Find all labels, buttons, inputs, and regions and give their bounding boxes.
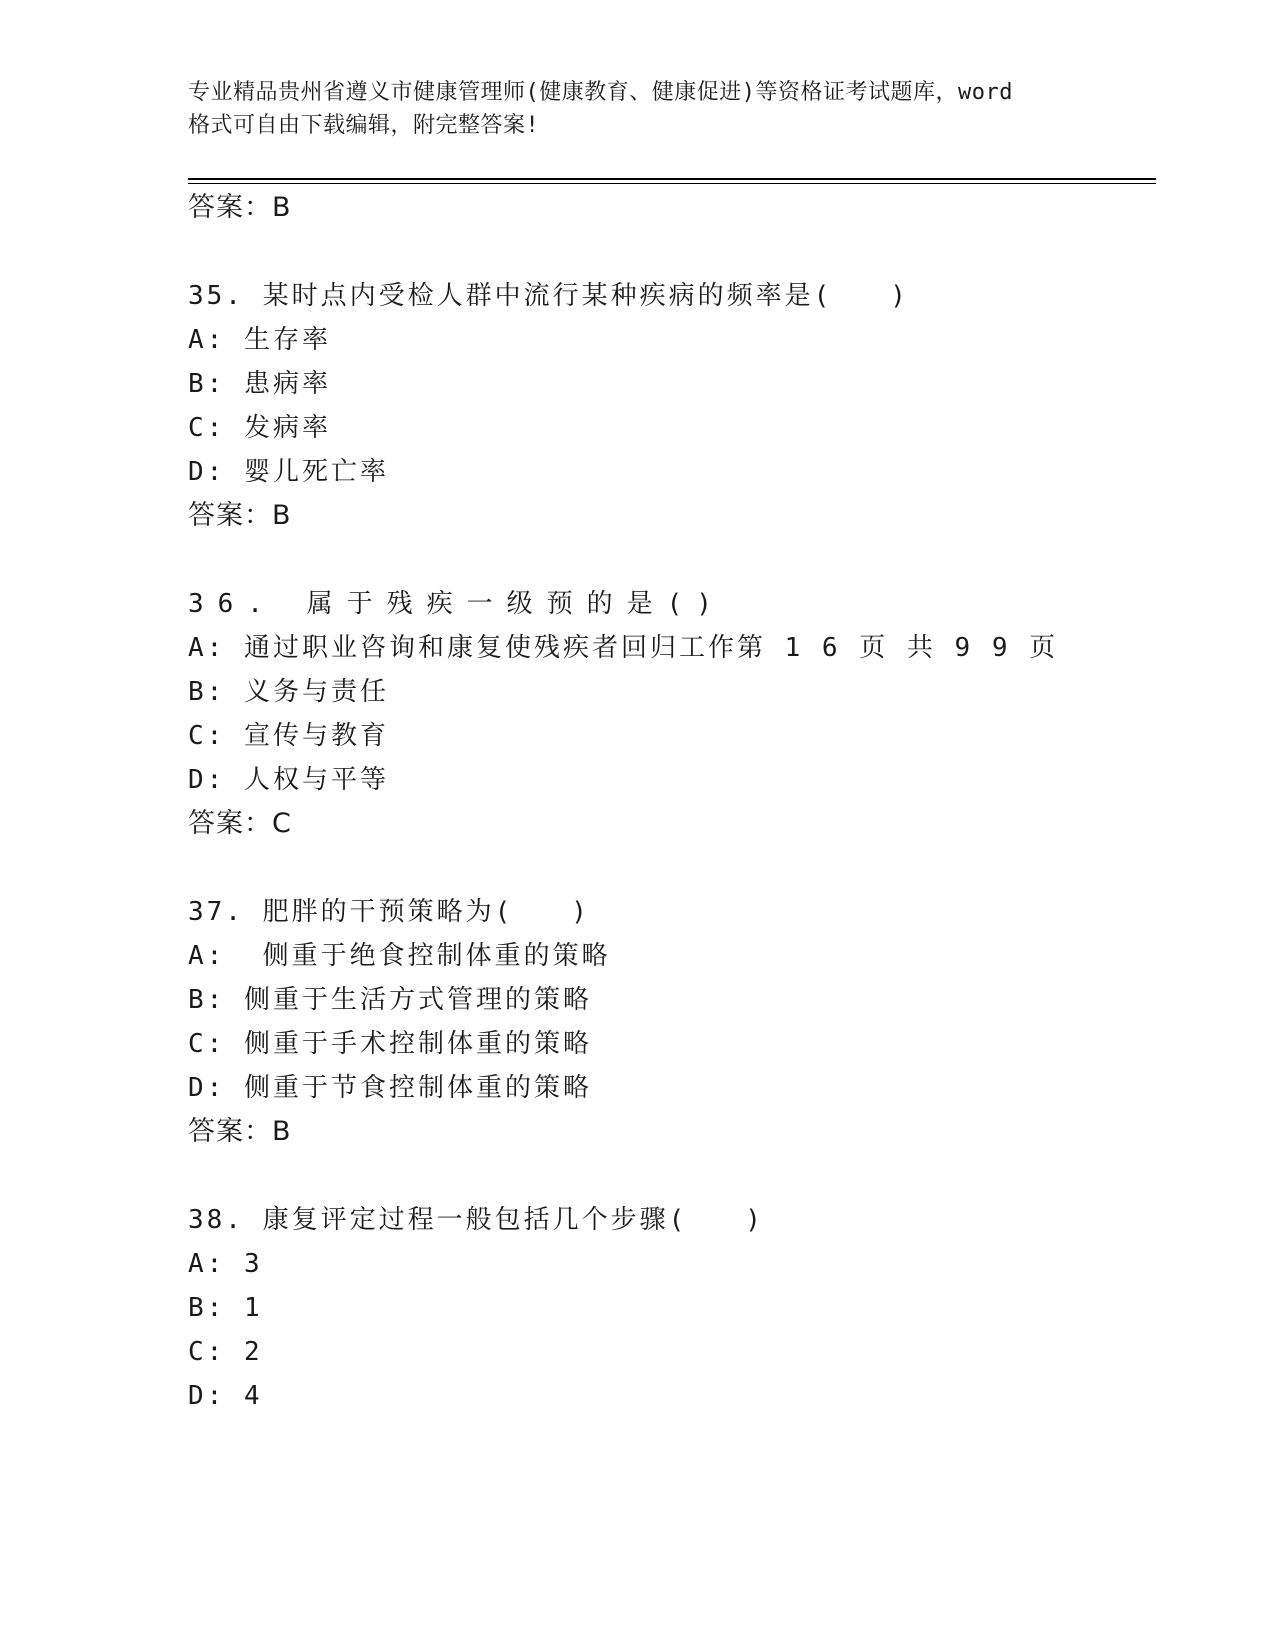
document-header xyxy=(188,76,1088,142)
option-c: C: 2 xyxy=(188,1337,263,1367)
option-c: C: 发病率 xyxy=(188,413,331,443)
option-d: D: 人权与平等 xyxy=(188,765,389,795)
option-a: A: 3 xyxy=(188,1249,263,1279)
question-stem: 37. 肥胖的干预策略为( ) xyxy=(188,897,590,927)
option-c: C: 宣传与教育 xyxy=(188,721,389,751)
option-b: B: 患病率 xyxy=(188,369,331,399)
answer: 答案：C xyxy=(188,808,292,839)
header-line-2: 格式可自由下载编辑，附完整答案! xyxy=(188,113,540,138)
question-stem: 35. 某时点内受检人群中流行某种疾病的频率是( ) xyxy=(188,281,909,311)
option-d: D: 婴儿死亡率 xyxy=(188,457,389,487)
header-line-1: 专业精品贵州省遵义市健康管理师(健康教育、健康促进)等资格证考试题库，word xyxy=(188,80,1013,105)
option-b: B: 1 xyxy=(188,1293,263,1323)
question-stem: 36. 属于残疾一级预的是() xyxy=(188,589,726,619)
header-divider-thick xyxy=(188,178,1156,180)
previous-answer: 答案：B xyxy=(188,192,292,223)
option-c: C: 侧重于手术控制体重的策略 xyxy=(188,1029,592,1059)
answer: 答案：B xyxy=(188,1116,292,1147)
option-a: A: 侧重于绝食控制体重的策略 xyxy=(188,941,611,971)
option-a: A: 生存率 xyxy=(188,325,331,355)
answer: 答案：B xyxy=(188,500,292,531)
option-b: B: 侧重于生活方式管理的策略 xyxy=(188,985,592,1015)
header-divider-thin xyxy=(188,183,1156,184)
option-d: D: 4 xyxy=(188,1381,263,1411)
option-b: B: 义务与责任 xyxy=(188,677,389,707)
option-a: A: 通过职业咨询和康复使残疾者回归工作第 1 6 页 共 9 9 页 xyxy=(188,633,1059,663)
question-stem: 38. 康复评定过程一般包括几个步骤( ) xyxy=(188,1205,764,1235)
option-d: D: 侧重于节食控制体重的策略 xyxy=(188,1073,592,1103)
